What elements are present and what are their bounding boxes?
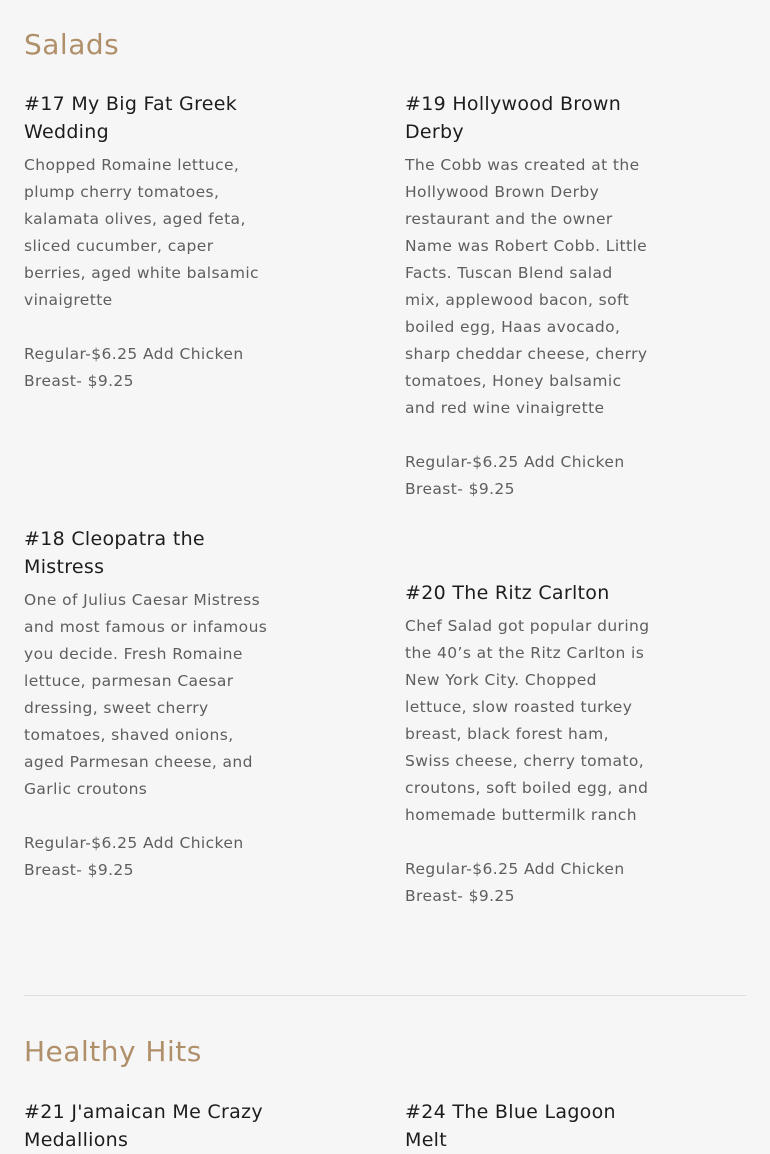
menu-item-price: Regular-$6.25 Add Chicken Breast- $9.25 [405, 453, 625, 498]
menu-item-price: Regular-$6.25 Add Chicken Breast- $9.25 [405, 860, 625, 905]
menu-item-price: Regular-$6.25 Add Chicken Breast- $9.25 [24, 834, 244, 879]
menu-item-title: #21 J'amaican Me Crazy Medallions [24, 1101, 263, 1151]
menu-item-title: #20 The Ritz Carlton [405, 582, 610, 604]
section-title-salads: Salads [24, 28, 120, 61]
menu-item-title: #17 My Big Fat Greek Wedding [24, 93, 238, 143]
menu-item-19 [405, 90, 650, 503]
menu-item-20 [405, 579, 650, 910]
section-divider [24, 995, 746, 996]
menu-item-18 [24, 525, 269, 884]
menu-item-21 [24, 1098, 269, 1154]
menu-item-title: #18 Cleopatra the Mistress [24, 528, 205, 578]
menu-item-title: #19 Hollywood Brown Derby [405, 93, 622, 143]
menu-item-17 [24, 90, 269, 395]
menu-item-title: #24 The Blue Lagoon Melt [405, 1101, 616, 1151]
menu-item-description: One of Julius Caesar Mistress and most famous or infamous you decide. Fresh Romaine lettuce, parmesan Caesar dressing, sweet cherry tomatoes, shaved onions, aged Parmesan cheese, and Garlic croutons [24, 591, 268, 798]
menu-item-price: Regular-$6.25 Add Chicken Breast- $9.25 [24, 345, 244, 390]
menu-item-description: The Cobb was created at the Hollywood Brown Derby restaurant and the owner Name was Robert Cobb. Little Facts. Tuscan Blend salad mix, applewood bacon, soft boiled egg, Haas avocado, sharp cheddar cheese, cherry tomatoes, Honey balsamic and red wine vinaigrette [405, 156, 648, 417]
menu-item-description: Chopped Romaine lettuce, plump cherry tomatoes, kalamata olives, aged feta, sliced cucumber, caper berries, aged white balsamic vinaigrette [24, 156, 259, 309]
section-title-healthy-hits: Healthy Hits [24, 1035, 202, 1068]
menu-item-description: Chef Salad got popular during the 40’s at the Ritz Carlton is New York City. Chopped lettuce, slow roasted turkey breast, black forest ham, Swiss cheese, cherry tomato, croutons, soft boiled egg, and homemade buttermilk ranch [405, 617, 650, 824]
menu-item-24 [405, 1098, 650, 1154]
